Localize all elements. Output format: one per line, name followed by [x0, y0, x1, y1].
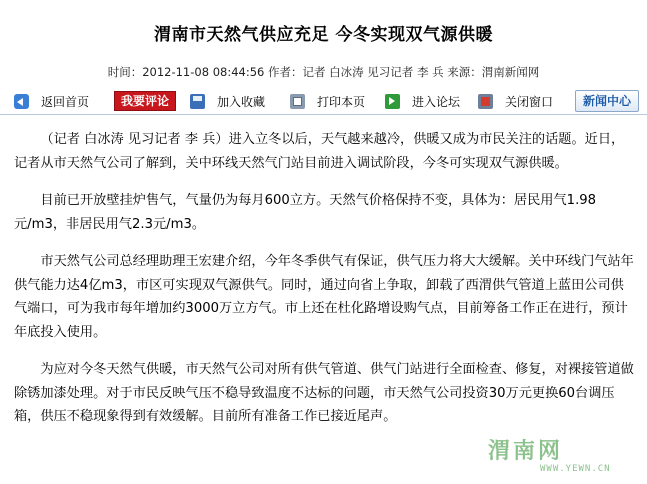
forum-link[interactable]: [385, 92, 460, 110]
article-paragraph: 为应对今冬天然气供暖，市天然气公司对所有供气管道、供气门站进行全面检查、修复，对裸接管道做除锈加漆处理。对于市民反映气压不稳导致温度不达标的问题，市天然气公司投资30万元更换60台调压箱，供压不稳现象得到有效缓解。目前所有准备工作已接近尾声。: [14, 362, 634, 424]
close-window-label: 关闭窗口: [505, 94, 554, 109]
comment-button-label: 我要评论: [114, 91, 176, 111]
home-link[interactable]: [14, 92, 89, 110]
save-icon: [190, 94, 205, 109]
add-favorite-link[interactable]: [190, 92, 265, 110]
article-body: [14, 128, 636, 443]
news-center-button[interactable]: 新闻中心: [575, 90, 639, 112]
comment-button[interactable]: [114, 92, 176, 110]
home-link-label: 返回首页: [41, 94, 90, 109]
forum-icon: [385, 94, 400, 109]
watermark-url: WWW.YEWN.CN: [540, 464, 611, 474]
forum-label: 进入论坛: [412, 94, 461, 109]
article-meta: 时间：2012-11-08 08:44:56 作者：记者 白冰涛 见习记者 李 兵 来源：渭南新闻网: [107, 65, 540, 79]
article-title: 渭南市天然气供应充足 今冬实现双气源供暖: [154, 25, 493, 45]
print-link[interactable]: [290, 92, 365, 110]
article-paragraph: （记者 白冰涛 见习记者 李 兵）进入立冬以后，天气越来越冷，供暖又成为市民关注的话题。近日，记者从市天然气公司了解到，关中环线天然气门站目前进入调试阶段，今冬可实现双气源供暖。: [14, 132, 625, 171]
article-paragraph: 目前已开放壁挂炉售气，气量仍为每月600立方。天然气价格保持不变，具体为：居民用气1.98元/m3，非居民用气2.3元/m3。: [14, 193, 597, 232]
print-label: 打印本页: [317, 94, 366, 109]
watermark-text: 渭南网: [488, 439, 564, 464]
add-favorite-label: 加入收藏: [217, 94, 266, 109]
article-paragraph: 市天然气公司总经理助理王宏建介绍，今年冬季供气有保证，供气压力将大大缓解。关中环线门气站年供气能力达4亿m3，市区可实现双气源供气。同时，通过向省上争取，卸载了西渭供气管道上蓝田公司供气端口，可为我市每年增加约3000万立方气。市上还在杜化路增设购气点，目前筹备工作正在进行，预计年底投入使用。: [14, 254, 634, 340]
close-window-link[interactable]: [478, 92, 553, 110]
close-window-icon: [478, 94, 493, 109]
home-icon: [14, 94, 29, 109]
article-toolbar: [0, 88, 647, 115]
print-icon: [290, 94, 305, 109]
